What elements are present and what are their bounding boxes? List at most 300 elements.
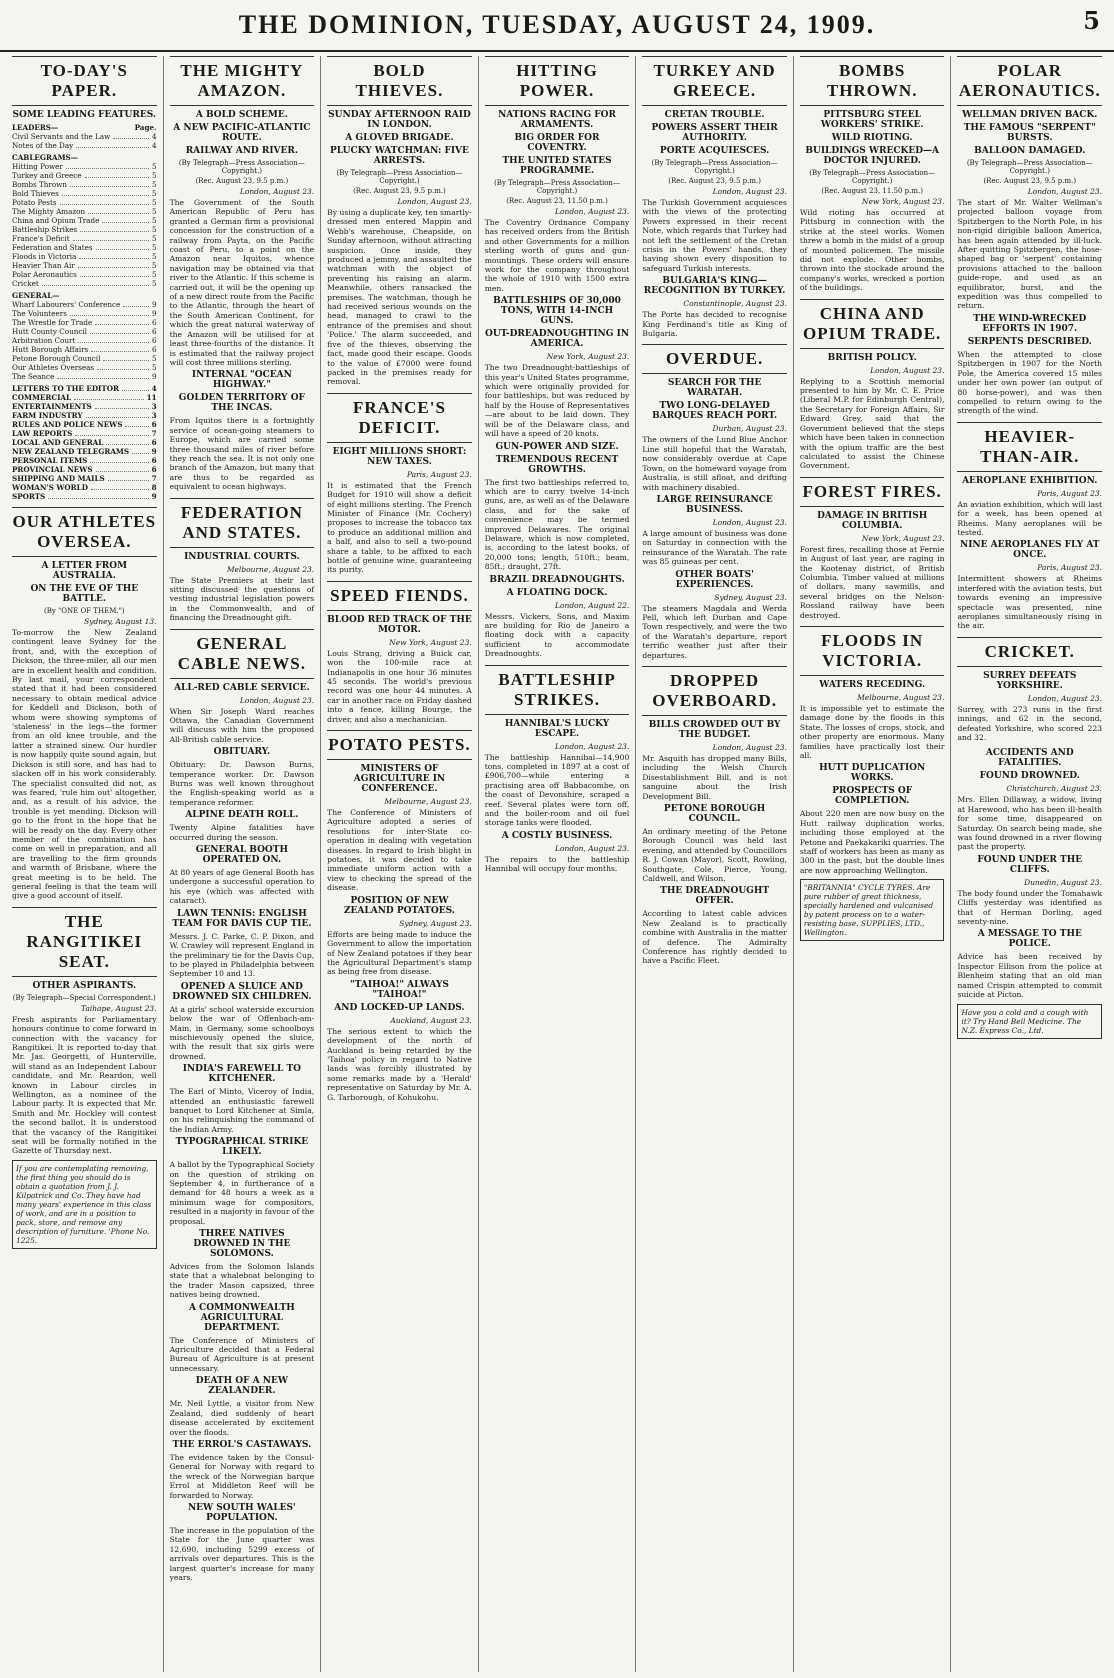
contents-row	[12, 270, 157, 279]
contents-row	[12, 429, 157, 438]
leader-dots	[113, 132, 149, 139]
alpine-body: Twenty Alpine fatalities have occurred during the season.	[169, 823, 315, 842]
nz-potatoes-dateline: Sydney, August 23.	[399, 918, 472, 928]
nsw-population-sub: NEW SOUTH WALES' POPULATION.	[187, 1502, 296, 1523]
contents-page: 3	[151, 411, 157, 420]
hannibal-sub: HANNIBAL'S LUCKY ESCAPE.	[504, 718, 610, 739]
agriculture-dept-sub: A COMMONWEALTH AGRICULTURAL DEPARTMENT.	[188, 1302, 295, 1333]
contents-page: 6	[151, 456, 157, 465]
contents-page: 11	[146, 393, 157, 402]
tyres-advert: "BRITANNIA" CYCLE TYRES. Are pure rubber of great thickness, specially hardened and vulcanised by patent process on to a water-resisting base. SUPPLIES, LTD., Wellington.	[800, 879, 945, 941]
allred-sub: ALL-RED CABLE SERVICE.	[174, 682, 310, 693]
aeroplane-sub: AEROPLANE EXHIBITION.	[962, 475, 1098, 486]
brazil-sub: BRAZIL DREADNOUGHTS.	[489, 574, 625, 585]
contents-page: 7	[151, 429, 157, 438]
rangitikei-dateline: Taihape, August 23.	[80, 1003, 157, 1013]
forest-dateline: New York, August 23.	[861, 533, 945, 543]
hitting-sub: NATIONS RACING FOR ARMAMENTS.	[498, 110, 616, 130]
obituary-body: Obituary: Dr. Dawson Burns, temperance worker. Dr. Dawson Burns was well known throughout the English-speaking world as a temperance reformer.	[169, 760, 315, 807]
thieves-body: By using a duplicate key, ten smartly-dressed men entered Mappin and Webb's warehouse, Cheapside, on Sunday afternoon, without attracting suspicion. Once inside, they produced a jemmy, and assaulted the watchman with the object of preventing his raising an alarm. Meanwhile, others ransacked the premises. The watchman, though he had received serious wounds on the head, managed to crawl to the entrance of the premises and shout 'Police.' The alarm succeeded, and five of the thieves, observing the fact, made good their escape. Goods to the value of £7000 were found packed in the premises ready for removal.	[327, 208, 472, 387]
contents-title: Civil Servants and the Law	[12, 132, 111, 141]
taihoa-sub: "TAIHOA!" ALWAYS "TAIHOA!"	[350, 979, 449, 1000]
reinsurance-dateline: London, August 23.	[712, 517, 787, 527]
contents-page: 6	[152, 336, 157, 345]
leader-dots	[73, 234, 149, 241]
contents-page: 5	[152, 216, 157, 225]
leader-dots	[97, 363, 149, 370]
contents-page: 5	[152, 180, 157, 189]
hitting-body: The Coventry Ordnance Company has received orders from the British and other Governments for a million sterling worth of guns and gun-mountings. These orders will ensure work for the company throughout the whole of 1910 with 1500 extra men.	[484, 218, 630, 293]
incas-sub: GOLDEN TERRITORY OF THE INCAS.	[178, 393, 305, 414]
leader-dots	[132, 447, 149, 454]
contents-title: The Seance	[12, 372, 55, 381]
contents-title: The Volunteers	[12, 309, 67, 318]
contents-page: 7	[151, 474, 157, 483]
contents-page: 4	[152, 141, 157, 150]
column-5	[636, 56, 794, 1672]
nsw-population-body: The increase in the population of the State for the June quarter was 12,690, including 5299 excess of arrivals over departures. This is the largest quarter's increase for many years.	[169, 1525, 315, 1582]
polar-heading: POLAR AERONAUTICS.	[957, 56, 1102, 106]
hutt-sub-b: PROSPECTS OF COMPLETION.	[832, 786, 913, 807]
hutt-body: About 220 men are now busy on the Hutt railway duplication works, including those employed at the Petone and Paekakariki quarries. The staff of workers has been as many as 300 in the past, but the double lines are now approaching Wellington.	[799, 809, 945, 875]
contents-section-general	[12, 291, 157, 300]
contents-page: 8	[151, 483, 157, 492]
columns	[6, 56, 1108, 1672]
contents-row	[12, 420, 157, 429]
contents-page: 5	[152, 225, 157, 234]
contents-row	[12, 318, 157, 327]
gunpower-body: The first two battleships referred to, which are to carry twelve 14-inch guns, are, as well as of the Delaware class, and for the sake of convenience may be termed improved Delawares. The original Delaware, which is now completed, is, according to the latest books, of 20,000 tons; length, 510ft.; beam, 85ft.; draught, 27ft.	[484, 477, 630, 572]
contents-page: 5	[152, 198, 157, 207]
contents-row	[12, 327, 157, 336]
contents-title: LAW REPORTS	[12, 429, 73, 438]
contents-title: France's Deficit	[12, 234, 70, 243]
contents-page: 5	[152, 162, 157, 171]
contents-row	[12, 198, 157, 207]
taihoa-dateline: Auckland, August 23.	[390, 1015, 472, 1025]
other-boats-body: The steamers Magdala and Werda Pell, which left Durban and Cape Town respectively, and were the two of the Waratah's departure, report terrific weather just after their departures.	[642, 603, 787, 660]
contents-row	[12, 345, 157, 354]
contents-row	[12, 261, 157, 270]
dreadnought-offer-sub: THE DREADNOUGHT OFFER.	[660, 886, 770, 907]
amazon-dateline: London, August 23.	[239, 187, 315, 196]
bulgaria-sub: BULGARIA'S KING—RECOGNITION BY TURKEY.	[643, 276, 786, 297]
contents-page: 6	[151, 438, 157, 447]
leader-dots	[95, 318, 149, 325]
potato-dateline: Melbourne, August 23.	[384, 797, 472, 807]
turkey-credit: (By Telegraph—Press Association—Copyright.)	[651, 159, 778, 175]
contents-title: PERSONAL ITEMS	[12, 456, 88, 465]
contents-row	[12, 234, 157, 243]
hitting-credit: (By Telegraph—Press Association—Copyright.)	[494, 179, 620, 195]
federation-dateline: Melbourne, August 23.	[226, 564, 315, 574]
rangitikei-sub: OTHER ASPIRANTS.	[32, 980, 137, 991]
forest-heading: FOREST FIRES.	[800, 477, 945, 507]
contents-row	[12, 141, 157, 150]
amazon-sub-b: A NEW PACIFIC-ATLANTIC ROUTE.	[173, 123, 311, 143]
cricket-heading: CRICKET.	[957, 637, 1102, 667]
turkey-sub: CRETAN TROUBLE.	[664, 110, 765, 120]
overdue-heading: OVERDUE.	[642, 344, 787, 374]
contents-title: The Mighty Amazon	[12, 207, 86, 216]
police-message-body: Advice has been received by Inspector Ellison from the police at Blenheim stating that an old man named Crispin attempted to commit suicide at Picton.	[957, 952, 1103, 1000]
contents-row	[12, 363, 157, 372]
leader-dots	[91, 483, 149, 490]
speed-dateline: New York, August 23.	[389, 637, 472, 647]
contents-title: Battleship Strikes	[12, 225, 78, 234]
cliffs-sub: FOUND UNDER THE CLIFFS.	[977, 854, 1083, 875]
contents-row	[12, 402, 157, 411]
contents-row	[12, 243, 157, 252]
rangitikei-heading: THE RANGITIKEI SEAT.	[12, 907, 157, 977]
polar-sub-b: THE FAMOUS "SERPENT" BURSTS.	[963, 123, 1096, 143]
contents-page: 4	[152, 132, 157, 141]
surrey-body: Surrey, with 273 runs in the first innings, and 62 in the second, defeated Yorkshire, who scored 223 and 32.	[957, 704, 1103, 742]
leader-dots	[102, 216, 149, 223]
bills-sub: BILLS CROWDED OUT BY THE BUDGET.	[648, 719, 781, 740]
athletes-sub-b: ON THE EVE OF THE BATTLE.	[30, 584, 139, 604]
contents-title: SHIPPING AND MAILS	[12, 474, 105, 483]
contents-page: 5	[152, 171, 157, 180]
nz-death-body: Mr. Neil Lyttle, a visitor from New Zealand, died suddenly of heart disease accelerated by excitement over the floods.	[169, 1399, 315, 1437]
france-heading: FRANCE'S DEFICIT.	[327, 393, 472, 443]
contents-page: 3	[151, 402, 157, 411]
turkey-heading: TURKEY AND GREECE.	[642, 56, 787, 106]
aeroplane-dateline: Paris, August 23.	[1037, 488, 1103, 498]
leader-dots	[88, 207, 149, 214]
contents-general	[12, 300, 157, 381]
petone-body: An ordinary meeting of the Petone Borough Council was held last evening, and attended by Councillors R. J. Cowan (Mayor), Scott, Rowling, Southgate, Cole, Pierce, Young, Caldwell, and Wilson.	[642, 827, 787, 884]
leader-dots	[42, 279, 149, 286]
contents-title: Hitting Power	[12, 162, 63, 171]
contents-row	[12, 336, 157, 345]
contents-page: 5	[152, 363, 157, 372]
obituary-sub: OBITUARY.	[213, 747, 271, 758]
contents-row	[12, 279, 157, 288]
contents-page: 5	[152, 354, 157, 363]
turkey-dateline: London, August 23.	[712, 187, 787, 196]
turkey-sub-c: PORTE ACQUIESCES.	[659, 146, 770, 156]
page-number: 5	[1083, 6, 1100, 35]
other-boats-sub: OTHER BOATS' EXPERIENCES.	[675, 569, 754, 590]
leader-dots	[103, 354, 149, 361]
typographical-body: A ballot by the Typographical Society on the question of striking on September 4, in furtherance of a demand for 48 hours a week as a minimum wage for compositors, resulted in a majority in favour of the proposal.	[169, 1160, 315, 1226]
leader-dots	[95, 402, 149, 409]
contents-list	[12, 123, 157, 501]
leader-dots	[125, 420, 148, 427]
contents-title: PROVINCIAL NEWS	[12, 465, 93, 474]
thieves-received: (Rec. August 23, 9.5 p.m.)	[353, 187, 446, 195]
contents-row	[12, 132, 157, 141]
contents-title: RULES AND POLICE NEWS	[12, 420, 123, 429]
removal-advert: If you are contemplating removing, the first thing you should do is obtain a quotation from J. J. Kilpatrick and Co. They have had many years' experience in this class of work, and are in a position to pack, store, and remove any description of furniture. 'Phone No. 1225.	[12, 1160, 157, 1249]
surrey-dateline: London, August 23.	[1027, 693, 1103, 703]
contents-page: 9	[152, 309, 157, 318]
page-label: Page.	[134, 123, 157, 132]
nz-potatoes-sub: POSITION OF NEW ZEALAND POTATOES.	[343, 895, 455, 916]
reinsurance-body: A large amount of business was done on Saturday in connection with the reinsurance of the Waratah. The rate was 85 guineas per cent.	[642, 528, 787, 567]
contents-title: Federation and States	[12, 243, 93, 252]
contents-page: 5	[152, 252, 157, 261]
speed-body: Louis Strang, driving a Buick car, won the 100-mile race at Indianapolis in one hour 36 minutes 45 seconds. The world's previous record was one hour 44 minutes. A car in another race on Friday dashed into a fence, killing Bourge, the driver, and also a mechanician.	[327, 648, 472, 724]
contents-label: LEADERS—	[12, 123, 59, 132]
speed-sub: BLOOD RED TRACK OF THE MOTOR.	[327, 614, 472, 635]
contents-page: 5	[152, 207, 157, 216]
cable-news-heading: GENERAL CABLE NEWS.	[170, 629, 315, 679]
thieves-dateline: London, August 23.	[397, 197, 472, 206]
contents-sections	[12, 384, 157, 501]
tennis-body: Messrs. J. C. Parke, C. P. Dixon, and W. Crawley will represent England in the preliminary tie for the Davis Cup, to be played in Philadelphia between September 10 and 13.	[169, 931, 315, 979]
contents-label: CABLEGRAMS—	[12, 153, 78, 162]
sluice-body: At a girls' school waterside excursion below the war of Offenbach-am-Main, in Germany, some schoolboys mischievously opened the sluice, with the result that six girls were drowned.	[169, 1004, 315, 1061]
aeroplane-body: An aviation exhibition, which will last for a week, has been opened at Rheims. Many aeroplanes will be tested.	[957, 499, 1103, 537]
surrey-sub: SURREY DEFEATS YORKSHIRE.	[983, 670, 1077, 691]
federation-heading: FEDERATION AND STATES.	[170, 498, 315, 548]
leader-dots	[62, 189, 149, 196]
leader-dots	[123, 300, 149, 307]
dropped-heading: DROPPED OVERBOARD.	[642, 666, 787, 716]
column-2	[164, 56, 322, 1672]
amazon-sub-c: RAILWAY AND RIVER.	[185, 146, 299, 156]
floods-body: It is impossible yet to estimate the damage done by the floods in this State. The losses of crops, stock, and other property are enormous. Many families have practically lost their all.	[799, 703, 945, 760]
thieves-sub-c: PLUCKY WATCHMAN: FIVE ARRESTS.	[330, 146, 469, 166]
contents-row	[12, 189, 157, 198]
battleships-body: The two Dreadnought-battleships of this year's United States programme, which were originally provided for four battleships, but was reduced by half by the House of Representatives—are about to be laid down. They will be of the Delaware class, and will have a speed of 20 knots.	[484, 363, 630, 439]
contents-title: LOCAL AND GENERAL	[12, 438, 104, 447]
hitting-heading: HITTING POWER.	[485, 56, 630, 106]
floods-dateline: Melbourne, August 23.	[857, 692, 945, 702]
athletes-dateline: Sydney, August 13.	[84, 617, 157, 626]
contents-page: 6	[152, 327, 157, 336]
contents-title: Polar Aeronautics	[12, 270, 77, 279]
forest-sub: DAMAGE IN BRITISH COLUMBIA.	[817, 510, 928, 531]
contents-row	[12, 411, 157, 420]
contents-page: 5	[152, 279, 157, 288]
potato-body: The Conference of Ministers of Agriculture adopted a series of resolutions for inter-State co-operation in dealing with vegetation diseases. In regard to Irish blight in potatoes, it was decided to take immediate uniform action with a view to checking the spread of the disease.	[327, 808, 472, 893]
waratah-sub-b: TWO LONG-DELAYED BARQUES REACH PORT.	[652, 401, 778, 422]
hitting-received: (Rec. August 23, 11.50 p.m.)	[506, 197, 608, 205]
leader-dots	[85, 171, 149, 178]
amazon-heading: THE MIGHTY AMAZON.	[170, 56, 315, 106]
leader-dots	[90, 327, 149, 334]
column-1	[6, 56, 164, 1672]
contents-title: FARM INDUSTRY	[12, 411, 83, 420]
contents-row	[12, 492, 157, 501]
polar-received: (Rec. August 23, 9.5 p.m.)	[983, 177, 1077, 185]
polar-dateline: London, August 23.	[1027, 187, 1103, 196]
amazon-body: The Government of the South American Republic of Peru has granted a German firm a provisional concession for the construction of a railway from Payta, on the Pacific coast of Peru, to a point on the Amazon near Iquitos, whence navigation may be obtained via that river to the Atlantic. If this scheme is carried out, it will be the opening up of a new direct route from the Pacific to the Atlantic, through the heart of the South American Continent, for which the great natural waterway of the Amazon will be utilised for at least three-fourths of the distance. It is estimated that the railway project will cost three millions sterling.	[169, 198, 315, 367]
contents-row	[12, 372, 157, 381]
contents-title: LETTERS TO THE EDITOR	[12, 384, 120, 393]
china-heading: CHINA AND OPIUM TRADE.	[800, 299, 945, 349]
leader-dots	[70, 180, 149, 187]
bombs-body: Wild rioting has occurred at Pittsburg in connection with the strike at the steel works. Women threw a bomb in the midst of a group of mounted policemen. The missile did not explode. Other bombs, thrown into the stockade around the company's works, wrecked a portion of the buildings.	[799, 208, 945, 293]
federation-body: The State Premiers at their last sitting discussed the questions of vesting industrial legislation powers in the Commonwealth, and of financing the Dreadnought gift.	[169, 575, 315, 623]
thieves-heading: BOLD THIEVES.	[327, 56, 472, 106]
leader-dots	[90, 456, 148, 463]
contents-row	[12, 438, 157, 447]
bulgaria-dateline: Constantinople, August 23.	[683, 299, 787, 309]
heavier-heading: HEAVIER-THAN-AIR.	[957, 422, 1102, 472]
contents-page: 5	[152, 189, 157, 198]
contents-title: Bombs Thrown	[12, 180, 67, 189]
contents-title: Our Athletes Overseas	[12, 363, 95, 372]
thieves-sub: SUNDAY AFTERNOON RAID IN LONDON.	[328, 110, 471, 130]
contents-page: 5	[152, 261, 157, 270]
battleships-sub-b: OUT-DREADNOUGHTING IN AMERICA.	[484, 329, 630, 350]
leader-dots	[78, 261, 149, 268]
column-3	[321, 56, 479, 1672]
contents-row	[12, 447, 157, 456]
contents-title: Turkey and Greece	[12, 171, 82, 180]
athletes-body: To-morrow the New Zealand contingent leave Sydney for the front, and, with the exception of Dickson, the three-miler, all our men are in excellent health and condition. By last mail, your correspondent stated that it had been considered necessary to obtain medical advice for Keddell and Dickson, both of whom were showing symptoms of 'staleness' in the legs—the former from an old knee trouble, and the latter a strained sinew. Our hurdler is now happily quite sound again, but Dickson is still sore, and has had to slacken off in his work considerably. The specialist consulted did not, as was feared, 'rule him out' altogether, and, as a result of his advice, the trouble is yet mending. Dickson will go to the front in the hope that he will be ready on the day. Every other member of the combination has come on well in preparation, and all are travelling to the firm grounds and warmth of Brisbane, where the great meeting is to be held. The general feeling is that the team will give a good account of itself.	[12, 628, 157, 901]
polar-body: The start of Mr. Walter Wellman's projected balloon voyage from Spitzbergen to the North Pole, in his non-rigid dirigible balloon America, has been again attended by ill-luck. After quitting Spitzbergen, the hose-shaped bag or 'serpent' containing provisions attached to the balloon guide-rope, and used as an equilibrator, burst, and the expedition was thus compelled to return.	[957, 198, 1103, 311]
rangitikei-credit: (By Telegraph—Special Correspondent.)	[12, 993, 156, 1002]
bombs-credit: (By Telegraph—Press Association—Copyright.)	[809, 169, 936, 185]
china-sub: BRITISH POLICY.	[827, 352, 917, 363]
column-4	[479, 56, 637, 1672]
costly-body: The repairs to the battleship Hannibal will occupy four months.	[484, 854, 630, 874]
leader-dots	[76, 141, 149, 148]
nine-aeroplanes-sub: NINE AEROPLANES FLY AT ONCE.	[960, 540, 1100, 561]
bombs-sub-c: BUILDINGS WRECKED—A DOCTOR INJURED.	[805, 146, 939, 166]
contents-leaders	[12, 132, 157, 150]
leader-dots	[108, 474, 149, 481]
hannibal-body: The battleship Hannibal—14,900 tons, completed in 1897 at a cost of £906,700—while entering a practising area off Babbacombe, on the coast of Devonshire, scraped a reef. Several plates were torn off, and the boiler-room and oil fuel storage tanks were flooded.	[484, 752, 630, 828]
todays-paper-heading: TO-DAY'S PAPER.	[12, 56, 157, 106]
amazon-sub: A BOLD SCHEME.	[195, 110, 288, 120]
brazil-sub-b: A FLOATING DOCK.	[506, 587, 608, 598]
floods-heading: FLOODS IN VICTORIA.	[800, 626, 945, 676]
kitchener-body: The Earl of Minto, Viceroy of India, attended an enthusiastic farewell banquet to Lord Kitchener at Simla, on his relinquishing the command of the Indian Army.	[169, 1087, 315, 1134]
contents-row	[12, 207, 157, 216]
serpents-sub: SERPENTS DESCRIBED.	[967, 336, 1092, 347]
contents-row	[12, 474, 157, 483]
contents-row	[12, 300, 157, 309]
potato-heading: POTATO PESTS.	[327, 730, 472, 760]
agriculture-dept-body: The Conference of Ministers of Agriculture decided that a Federal Bureau of Agriculture is at present unnecessary.	[169, 1335, 315, 1373]
contents-row	[12, 465, 157, 474]
bills-body: Mr. Asquith has dropped many Bills, including the Welsh Church Disestablishment Bill, and is not sanguine about the Irish Development Bill.	[642, 753, 787, 801]
allred-dateline: London, August 23.	[239, 695, 315, 705]
column-6	[794, 56, 952, 1672]
kitchener-sub: INDIA'S FAREWELL TO KITCHENER.	[182, 1064, 302, 1085]
cliffs-body: The body found under the Tomahawk Cliffs yesterday was identified as that of Herman Dorling, aged seventy-nine.	[957, 888, 1103, 927]
contents-title: Arbitration Court	[12, 336, 76, 345]
leader-dots	[80, 270, 149, 277]
contents-row	[12, 252, 157, 261]
leader-dots	[70, 309, 149, 316]
contents-row	[12, 171, 157, 180]
contents-row	[12, 354, 157, 363]
contents-page: 5	[152, 234, 157, 243]
france-sub: EIGHT MILLIONS SHORT: NEW TAXES.	[332, 446, 467, 467]
medicine-advert: Have you a cold and a cough with it? Try Hand Bell Medicine. The N.Z. Express Co., Ltd.	[957, 1004, 1102, 1039]
hitting-sub-b: BIG ORDER FOR COVENTRY.	[514, 133, 600, 153]
leader-dots	[86, 411, 149, 418]
polar-sub: WELLMAN DRIVEN BACK.	[962, 110, 1098, 120]
nz-death-sub: DEATH OF A NEW ZEALANDER.	[195, 1376, 288, 1397]
contents-title: WOMAN'S WORLD	[12, 483, 88, 492]
contents-title: The Wrestle for Trade	[12, 318, 93, 327]
found-drowned-body: Mrs. Ellen Dillaway, a widow, living at Harewood, who has been ill-health for some time, disappeared on Saturday. On search being made, she was found drowned in a river flowing past the property.	[957, 795, 1103, 852]
contents-row	[12, 456, 157, 465]
bulgaria-body: The Porte has decided to recognise King Ferdinand's title as King of Bulgaria.	[642, 310, 787, 339]
athletes-heading: OUR ATHLETES OVERSEA.	[12, 507, 157, 557]
dreadnought-offer-body: According to latest cable advices New Zealand is to practically combine with Australia in the matter of defence. The Admiralty Conference has rightly decided to have a Pacific Fleet.	[642, 909, 787, 966]
contents-title: Notes of the Day	[12, 141, 74, 150]
federation-sub: INDUSTRIAL COURTS.	[184, 551, 300, 562]
leader-dots	[74, 393, 144, 400]
contents-page: 5	[152, 243, 157, 252]
bombs-sub: PITTSBURG STEEL WORKERS' STRIKE.	[820, 110, 924, 130]
thieves-sub-b: A GLOVED BRIGADE.	[345, 133, 454, 143]
cliffs-dateline: Dunedin, August 23.	[1024, 877, 1103, 887]
waratah-body: The owners of the Lund Blue Anchor Line still hopeful that the Waratah, now considerably overdue at Cape Town, on the homeward voyage from Australia, is still afloat, and drifting with machinery disabled.	[642, 435, 787, 492]
gunpower-sub: GUN-POWER AND SIZE.	[495, 441, 619, 452]
contents-page: 5	[152, 270, 157, 279]
hitting-sub-c: THE UNITED STATES PROGRAMME.	[502, 156, 612, 176]
hutt-sub: HUTT DUPLICATION WORKS.	[819, 763, 926, 784]
gunpower-sub-b: TREMENDOUS RECENT GROWTHS.	[495, 454, 619, 475]
battleships-dateline: New York, August 23.	[546, 352, 630, 362]
speed-heading: SPEED FIENDS.	[327, 581, 472, 611]
turkey-sub-b: POWERS ASSERT THEIR AUTHORITY.	[651, 123, 778, 143]
waratah-sub: SEARCH FOR THE WARATAH.	[667, 378, 762, 399]
nine-aeroplanes-dateline: Paris, August 23.	[1037, 563, 1103, 573]
contents-title: Hutt County Council	[12, 327, 87, 336]
brazil-dateline: London, August 22.	[555, 600, 630, 610]
leader-dots	[75, 429, 148, 436]
battleships-sub: BATTLESHIPS OF 30,000 TONS, WITH 14-INCH GUNS.	[493, 296, 621, 327]
leader-dots	[57, 372, 149, 379]
contents-section-cables	[12, 153, 157, 162]
contents-page: 6	[151, 420, 157, 429]
contents-page: 6	[152, 318, 157, 327]
turkey-received: (Rec. August 23, 9.5 p.m.)	[668, 177, 761, 185]
contents-title: Potato Pests	[12, 198, 57, 207]
waratah-dateline: Durban, August 23.	[712, 424, 787, 434]
nine-aeroplanes-body: Intermittent showers at Rheims interfered with the aviation tests, but towards evening an impressive spectacle was presented, nine aeroplanes simultaneously rising in the air.	[957, 574, 1103, 631]
brazil-body: Messrs. Vickers, Sons, and Maxim are building for Rio de Janeiro a floating dock with a capacity sufficient to accommodate Dreadnoughts.	[484, 611, 630, 659]
contents-title: China and Opium Trade	[12, 216, 100, 225]
taihoa-body: The serious extent to which the development of the north of Auckland is being retarded by the 'Taihoa' policy in regard to Native lands was forcibly illustrated by some remarks made by a 'Herald' representative on Saturday by Mr. A. G. Tarborough, of Kohukohu.	[327, 1026, 472, 1102]
reinsurance-sub: LARGE REINSURANCE BUSINESS.	[656, 494, 773, 515]
masthead-title: THE DOMINION, TUESDAY, AUGUST 24, 1909.	[238, 10, 876, 39]
contents-page: 9	[151, 447, 157, 456]
contents-cables	[12, 162, 157, 288]
solomons-sub: THREE NATIVES DROWNED IN THE SOLOMONS.	[193, 1229, 291, 1260]
amazon-credit: (By Telegraph—Press Association—Copyright.)	[178, 159, 305, 175]
thieves-credit: (By Telegraph—Press Association—Copyright.)	[336, 169, 463, 185]
athletes-credit: (By "ONE OF THEM.")	[44, 607, 125, 615]
contents-row	[12, 384, 157, 393]
leader-dots	[122, 384, 149, 391]
solomons-body: Advices from the Solomon Islands state that a whaleboat belonging to the trader Mason capsized, three natives being drowned.	[169, 1262, 315, 1300]
polar-sub-c: BALLOON DAMAGED.	[974, 146, 1086, 156]
contents-page: 6	[152, 345, 157, 354]
bombs-sub-b: WILD RIOTING.	[831, 133, 913, 143]
contents-row	[12, 309, 157, 318]
booth-sub: GENERAL BOOTH OPERATED ON.	[195, 845, 288, 866]
contents-title: Hutt Borough Affairs	[12, 345, 89, 354]
police-message-sub: A MESSAGE TO THE POLICE.	[977, 929, 1082, 950]
contents-title: Heavier Than Air	[12, 261, 75, 270]
other-boats-dateline: Sydney, August 23.	[714, 592, 787, 602]
contents-row	[12, 483, 157, 492]
allred-body: When Sir Joseph Ward reaches Ottawa, the Canadian Government will discuss with him the proposed All-British cable service.	[169, 706, 315, 744]
china-body: Replying to a Scottish memorial presented to him by Mr. C. E. Price (Liberal M.P. for Edinburgh Central), the Secretary for Foreign Affairs, Sir Edward Grey, said that the Government believed that the steps which have been taken in connection with the opium traffic are the best calculated to assist the Chinese Government.	[799, 376, 945, 471]
